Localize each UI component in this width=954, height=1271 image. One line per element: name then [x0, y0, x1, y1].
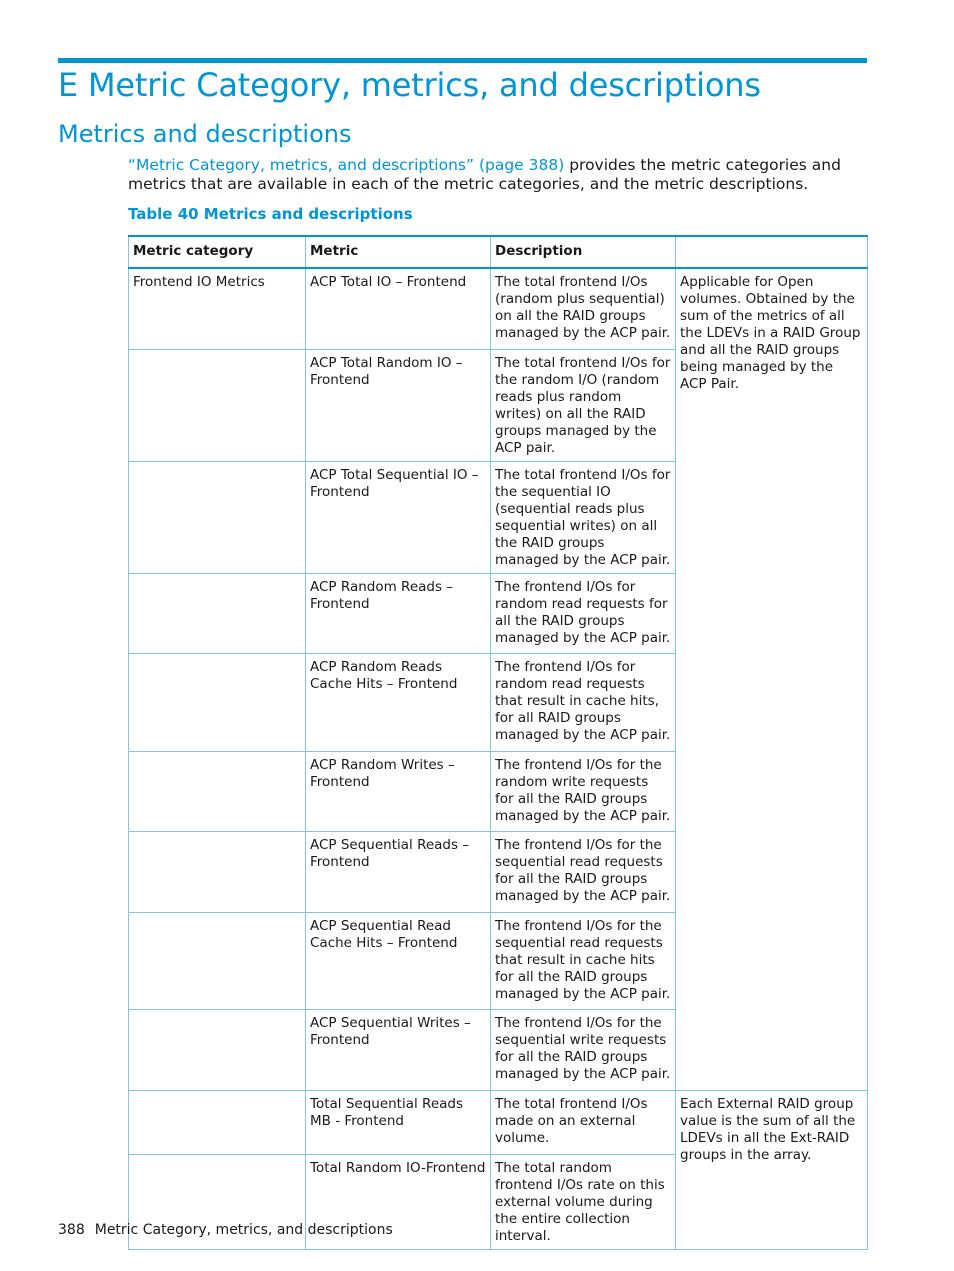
header-description: Description	[491, 236, 676, 268]
page-number: 388	[58, 1222, 85, 1238]
chapter-top-rule	[58, 58, 867, 63]
cell-metric: Total Random IO-Frontend	[306, 1154, 491, 1249]
cell-description: The frontend I/Os for random read requests that result in cache hits, for all RAID groups managed by the ACP pair.	[491, 653, 676, 751]
cell-description: The frontend I/Os for the random write requests for all the RAID groups managed by the ACP pair.	[491, 751, 676, 831]
table-header-row	[129, 236, 868, 268]
cell-description: The total frontend I/Os made on an external volume.	[491, 1090, 676, 1154]
page-footer	[58, 1222, 393, 1238]
cross-reference-link[interactable]: “Metric Category, metrics, and descriptions” (page 388)	[128, 156, 565, 174]
cell-description: The total frontend I/Os for the random I/O (random reads plus random writes) on all the RAID groups managed by the ACP pair.	[491, 349, 676, 461]
table-row	[129, 268, 868, 349]
cell-description: The frontend I/Os for the sequential write requests for all the RAID groups managed by the ACP pair.	[491, 1009, 676, 1090]
metrics-table	[128, 235, 868, 1250]
chapter-title: E Metric Category, metrics, and descriptions	[58, 66, 761, 104]
cell-category	[129, 751, 306, 831]
cell-description: The frontend I/Os for the sequential read requests that result in cache hits for all the RAID groups managed by the ACP pair.	[491, 912, 676, 1009]
cell-category	[129, 653, 306, 751]
cell-category	[129, 573, 306, 653]
cell-description: The frontend I/Os for the sequential read requests for all the RAID groups managed by the ACP pair.	[491, 831, 676, 912]
cell-category	[129, 1090, 306, 1154]
header-metric: Metric	[306, 236, 491, 268]
cell-metric: ACP Sequential Read Cache Hits – Frontend	[306, 912, 491, 1009]
cell-category	[129, 831, 306, 912]
section-title: Metrics and descriptions	[58, 120, 352, 148]
cell-category	[129, 461, 306, 573]
cell-note-open-volumes: Applicable for Open volumes. Obtained by the sum of the metrics of all the LDEVs in a RAID Group and all the RAID groups being managed by the ACP Pair.	[676, 268, 868, 1090]
cell-category	[129, 349, 306, 461]
cell-description: The total frontend I/Os (random plus sequential) on all the RAID groups managed by the ACP pair.	[491, 268, 676, 349]
table-row	[129, 1090, 868, 1154]
cell-metric: ACP Total IO – Frontend	[306, 268, 491, 349]
cell-category	[129, 912, 306, 1009]
cell-category: Frontend IO Metrics	[129, 268, 306, 349]
cell-metric: ACP Random Writes – Frontend	[306, 751, 491, 831]
footer-title: Metric Category, metrics, and descriptions	[94, 1222, 393, 1238]
cell-metric: ACP Total Random IO – Frontend	[306, 349, 491, 461]
cell-category	[129, 1009, 306, 1090]
cell-description: The frontend I/Os for random read requests for all the RAID groups managed by the ACP pair.	[491, 573, 676, 653]
table-caption: Table 40 Metrics and descriptions	[128, 205, 413, 223]
cell-description: The total frontend I/Os for the sequential IO (sequential reads plus sequential writes) on all the RAID groups managed by the ACP pair.	[491, 461, 676, 573]
cell-metric: ACP Random Reads Cache Hits – Frontend	[306, 653, 491, 751]
cell-metric: Total Sequential Reads MB - Frontend	[306, 1090, 491, 1154]
intro-paragraph	[128, 156, 870, 194]
cell-metric: ACP Total Sequential IO – Frontend	[306, 461, 491, 573]
header-notes	[676, 236, 868, 268]
intro-text: provides the metric categories and metrics that are available in each of the metric categories, and the metric descriptions.	[128, 156, 841, 193]
cell-metric: ACP Sequential Writes – Frontend	[306, 1009, 491, 1090]
header-metric-category: Metric category	[129, 236, 306, 268]
cell-description: The total random frontend I/Os rate on this external volume during the entire collection interval.	[491, 1154, 676, 1249]
cell-metric: ACP Sequential Reads – Frontend	[306, 831, 491, 912]
cell-note-external-raid: Each External RAID group value is the sum of all the LDEVs in all the Ext-RAID groups in the array.	[676, 1090, 868, 1249]
cell-metric: ACP Random Reads – Frontend	[306, 573, 491, 653]
